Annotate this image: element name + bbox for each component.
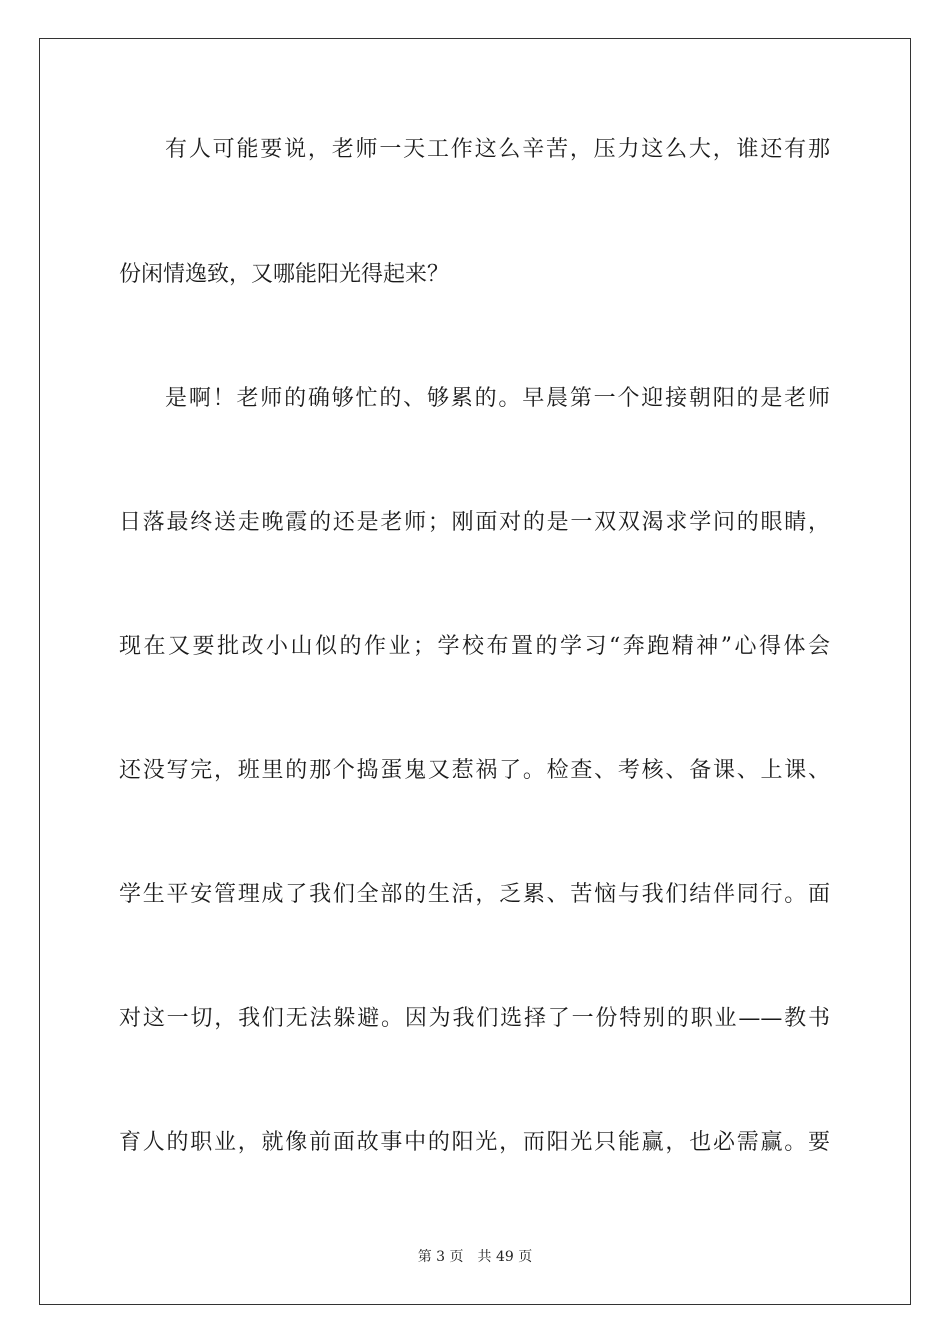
text-line-4 xyxy=(0,506,950,540)
text-line-9 xyxy=(0,1126,950,1160)
page-footer xyxy=(0,1246,950,1266)
text-line-4-text: 日落最终送走晚霞的还是老师；刚面对的是一双双渴求学问的眼睛， xyxy=(119,510,830,535)
page-number: 第 3 页 xyxy=(417,1249,464,1265)
text-line-9-text: 育人的职业，就像前面故事中的阳光，而阳光只能赢，也必需赢。要 xyxy=(119,1130,830,1155)
text-line-5-text: 现在又要批改小山似的作业；学校布置的学习“奔跑精神”心得体会 xyxy=(119,634,830,659)
text-line-1 xyxy=(0,133,950,167)
text-line-7-text: 学生平安管理成了我们全部的生活，乏累、苦恼与我们结伴同行。面 xyxy=(119,882,830,907)
total-pages: 共 49 页 xyxy=(477,1249,533,1265)
text-line-8 xyxy=(0,1002,950,1036)
text-line-5 xyxy=(0,630,950,664)
text-line-3-text: 是啊！老师的确够忙的、够累的。早晨第一个迎接朝阳的是老师 xyxy=(165,386,830,411)
text-line-7 xyxy=(0,878,950,912)
text-line-3 xyxy=(0,382,950,416)
text-line-2-text: 份闲情逸致，又哪能阳光得起来？ xyxy=(119,262,450,287)
text-line-8-text: 对这一切，我们无法躲避。因为我们选择了一份特别的职业——教书 xyxy=(119,1006,830,1031)
text-line-2 xyxy=(0,258,950,292)
text-line-6 xyxy=(0,754,950,788)
text-line-6-text: 还没写完，班里的那个捣蛋鬼又惹祸了。检查、考核、备课、上课、 xyxy=(119,758,830,783)
text-line-1-text: 有人可能要说，老师一天工作这么辛苦，压力这么大，谁还有那 xyxy=(165,137,830,162)
page-frame xyxy=(39,38,911,1305)
